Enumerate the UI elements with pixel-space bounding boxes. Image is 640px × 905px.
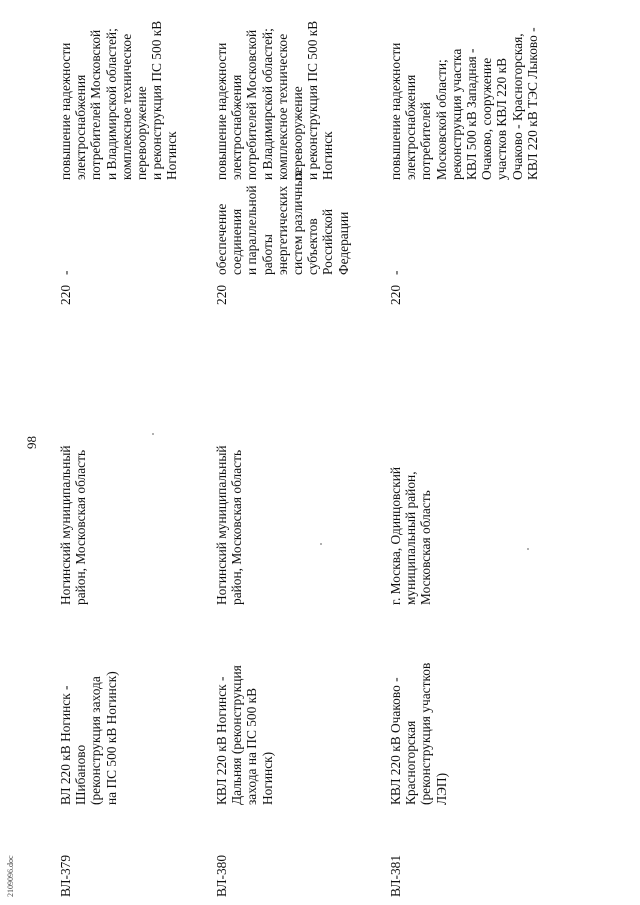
- row-code: ВЛ-381: [388, 854, 403, 897]
- row-location: Ногинский муниципальный район, Московская область: [58, 445, 89, 605]
- row-goal: повышение надежности электроснабжения потребителей Московской и Владимирской областей; комплексное техническое перевооружение и реконструкция ПС 500 кВ Ногинск: [58, 20, 180, 180]
- row-voltage: 220: [58, 284, 73, 305]
- row-name: ВЛ 220 кВ Ногинск - Шибаново (реконструкция захода на ПС 500 кВ Ногинск): [58, 671, 119, 805]
- scan-speck: [152, 433, 154, 435]
- row-voltage: 220: [388, 284, 403, 305]
- file-reference: 2109096.doc: [6, 855, 15, 897]
- scan-speck: [320, 543, 322, 545]
- row-voltage: 220: [214, 284, 229, 305]
- row-location: Ногинский муниципальный район, Московская область: [214, 445, 245, 605]
- row-goal: повышение надежности электроснабжения потребителей Московской области; реконструкция участка КВЛ 500 кВ Западная - Очаково, сооружение участков КВЛ 220 кВ Очаково - Красногорская, КВЛ 220 кВ ТЭС Лыково -: [388, 27, 540, 180]
- row-code: ВЛ-379: [58, 854, 73, 897]
- row-purpose: -: [58, 270, 73, 275]
- row-code: ВЛ-380: [214, 854, 229, 897]
- row-name: КВЛ 220 кВ Очаково - Красногорская (реконструкция участков ЛЭП): [388, 662, 449, 805]
- page-number: 98: [24, 436, 39, 449]
- row-location: г. Москва, Одинцовский муниципальный район, Московская область: [388, 466, 434, 605]
- row-goal: повышение надежности электроснабжения потребителей Московской и Владимирской областей; комплексное техническое перевооружение и реконструкция ПС 500 кВ Ногинск: [214, 20, 336, 180]
- row-purpose: -: [388, 270, 403, 275]
- scan-speck: [527, 548, 529, 550]
- row-name: КВЛ 220 кВ Ногинск - Дальняя (реконструкция захода на ПС 500 кВ Ногинск): [214, 665, 275, 805]
- row-purpose: обеспечение соединения и параллельной работы энергетических систем различных субъектов Российской Федерации: [214, 170, 351, 275]
